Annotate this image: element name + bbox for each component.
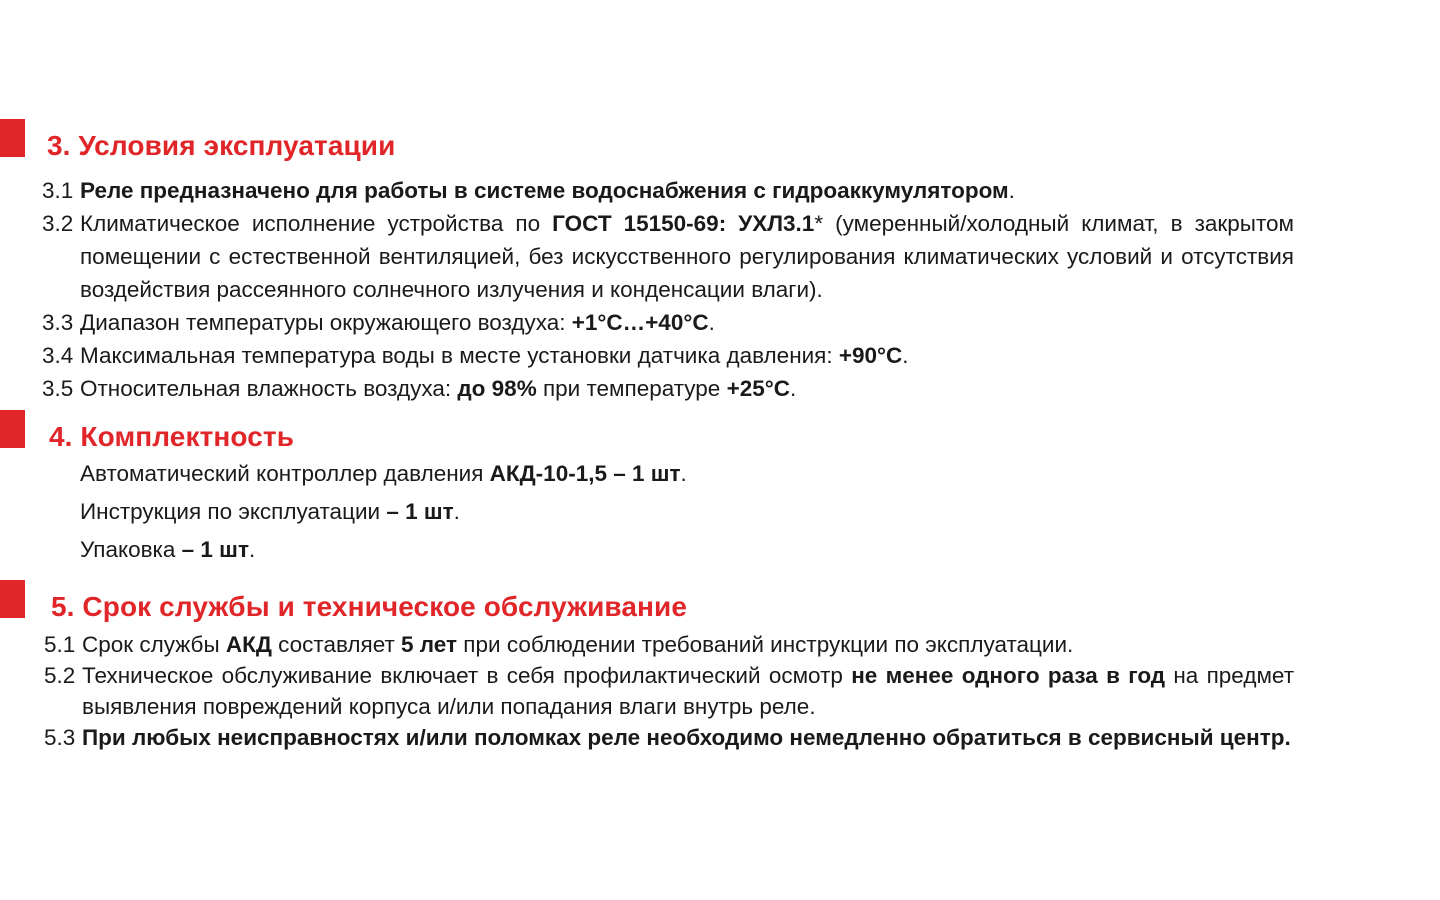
bold-text-segment: При любых неисправностях и/или поломках реле необходимо немедленно обратиться в сервисный центр. <box>82 725 1291 750</box>
item-5-3 <box>44 722 1294 753</box>
bold-text-segment: Реле предназначено для работы в системе водоснабжения с гидроаккумулятором <box>80 178 1009 203</box>
bold-text-segment: АКД <box>225 632 272 657</box>
section-3-title: 3. Условия эксплуатации <box>47 130 396 161</box>
item-number: 5.2 <box>44 663 76 688</box>
kit-item-controller <box>80 457 687 490</box>
item-number: 3.2 <box>42 211 74 236</box>
text-segment: Упаковка <box>80 537 182 562</box>
item-text <box>80 339 1294 372</box>
item-number: 3.1 <box>42 178 74 203</box>
item-3-4 <box>42 339 1294 372</box>
section-5-marker <box>0 580 25 618</box>
item-3-3 <box>42 306 1294 339</box>
item-text <box>80 174 1294 207</box>
text-segment: Относительная влажность воздуха: <box>80 376 458 401</box>
text-segment: . <box>790 376 797 401</box>
text-segment: при соблюдении требований инструкции по эксплуатации. <box>457 632 1074 657</box>
item-text <box>80 306 1294 339</box>
item-text <box>80 372 1294 405</box>
bold-text-segment: +25°С <box>726 376 790 401</box>
item-number: 3.4 <box>42 343 74 368</box>
item-text <box>80 207 1294 306</box>
text-segment: Инструкция по эксплуатации <box>80 499 387 524</box>
item-5-2 <box>44 660 1294 722</box>
bold-text-segment: – 1 шт <box>386 499 454 524</box>
text-segment: Техническое обслуживание включает в себя профилактический осмотр <box>82 663 852 688</box>
bold-text-segment: 5 лет <box>401 632 458 657</box>
bold-text-segment: ГОСТ 15150-69: УХЛ3.1 <box>552 211 815 236</box>
kit-item-manual <box>80 495 460 528</box>
bold-text-segment: не менее одного раза в год <box>851 663 1166 688</box>
bold-text-segment: – 1 шт <box>181 537 249 562</box>
text-segment: . <box>708 310 715 335</box>
section-4-title: 4. Комплектность <box>49 421 295 452</box>
kit-item-package <box>80 533 255 566</box>
text-segment: составляет <box>271 632 402 657</box>
text-segment: при температуре <box>536 376 727 401</box>
item-number: 3.3 <box>42 310 74 335</box>
item-number: 5.1 <box>44 632 76 657</box>
item-3-1 <box>42 174 1294 207</box>
section-3-marker <box>0 119 25 157</box>
bold-text-segment: +90°С <box>838 343 903 368</box>
item-text <box>82 628 1296 661</box>
item-5-1 <box>44 628 1296 661</box>
text-segment: Срок службы <box>82 632 226 657</box>
text-segment: Автоматический контроллер давления <box>80 461 490 486</box>
text-segment: Климатическое исполнение устройства по <box>80 211 553 236</box>
bold-text-segment: +1°С…+40°С <box>571 310 709 335</box>
text-segment: . <box>902 343 909 368</box>
text-segment: Диапазон температуры окружающего воздуха: <box>80 310 572 335</box>
text-segment: . <box>248 537 256 562</box>
item-3-5 <box>42 372 1294 405</box>
section-5-title: 5. Срок службы и техническое обслуживание <box>51 591 688 622</box>
item-text <box>82 660 1294 722</box>
text-segment: . <box>453 499 460 524</box>
item-text <box>82 722 1294 753</box>
text-segment: на предмет выявления повреждений корпуса и/или попадания влаги внутрь реле. <box>82 663 1294 719</box>
section-4-marker <box>0 410 25 448</box>
bold-text-segment: до 98% <box>457 376 537 401</box>
bold-text-segment: АКД-10-1,5 – 1 шт <box>489 461 681 486</box>
text-segment: . <box>680 461 687 486</box>
text-segment: Максимальная температура воды в месте установки датчика давления: <box>80 343 839 368</box>
item-number: 5.3 <box>44 725 76 750</box>
text-segment: * (умеренный/холодный климат, в закрытом помещении с естественной вентиляцией, без искусственного регулирования климатических условий и отсутствия воздействия рассеянного солнечного излучения и конденсации влаги). <box>80 211 1294 302</box>
item-number: 3.5 <box>42 376 74 401</box>
text-segment: . <box>1008 178 1015 203</box>
item-3-2 <box>42 207 1294 306</box>
